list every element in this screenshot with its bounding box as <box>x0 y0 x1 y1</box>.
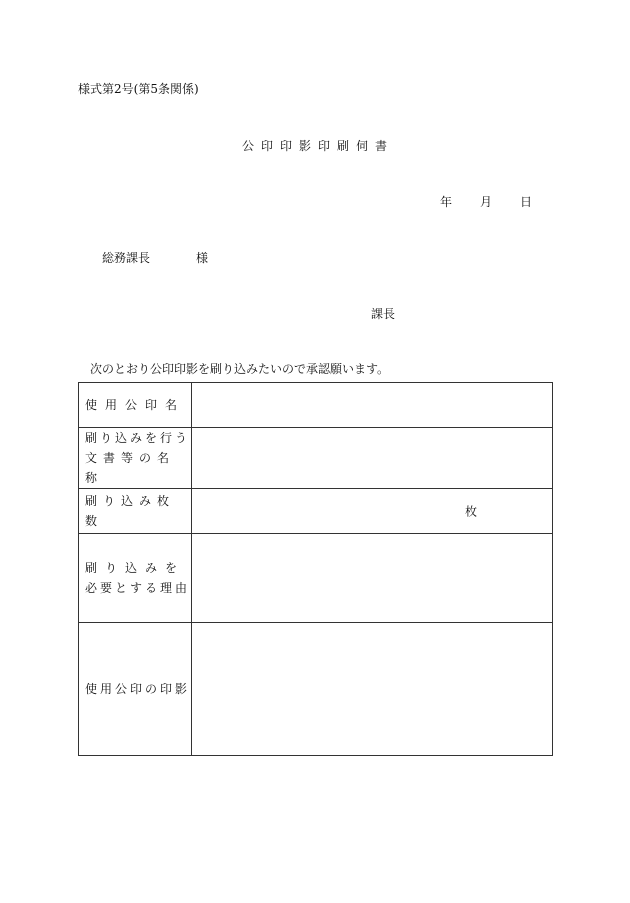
form-table <box>78 382 553 756</box>
label-line: 刷り込みを <box>85 561 186 575</box>
label-line: 文書等の名称 <box>85 451 176 485</box>
label-line: 必要とする理由 <box>85 581 191 595</box>
reason-field[interactable] <box>192 534 553 623</box>
print-count-unit: 枚 <box>464 504 477 519</box>
document-name-field[interactable] <box>192 428 553 489</box>
addressee-honorific: 様 <box>196 251 209 265</box>
label-line: 刷り込み枚数 <box>85 494 176 528</box>
request-text: 次のとおり公印印影を刷り込みたいので承認願います。 <box>90 362 390 376</box>
date-line <box>440 193 532 210</box>
table-row <box>79 428 553 489</box>
seal-impression-area[interactable] <box>192 623 553 756</box>
document-title: 公印印影印刷伺書 <box>241 139 394 153</box>
label-line: 使用公印の印影 <box>85 682 191 696</box>
label-line: 刷り込みを行う <box>85 431 191 445</box>
row-label-document-name <box>79 428 192 489</box>
table-row <box>79 534 553 623</box>
row-label-reason <box>79 534 192 623</box>
form-number: 様式第2号(第5条関係) <box>78 82 199 96</box>
year-label: 年 <box>440 195 453 209</box>
addressee <box>102 249 208 266</box>
print-count-field[interactable] <box>192 489 553 534</box>
sender-title: 課長 <box>371 307 396 321</box>
table-row <box>79 383 553 428</box>
day-label: 日 <box>520 195 533 209</box>
row-label-print-count <box>79 489 192 534</box>
label-line: 使用公印名 <box>85 398 186 412</box>
row-label-seal-impression <box>79 623 192 756</box>
addressee-name: 総務課長 <box>102 251 151 265</box>
seal-name-field[interactable] <box>192 383 553 428</box>
table-row <box>79 623 553 756</box>
row-label-seal-name <box>79 383 192 428</box>
month-label: 月 <box>480 195 493 209</box>
table-row <box>79 489 553 534</box>
